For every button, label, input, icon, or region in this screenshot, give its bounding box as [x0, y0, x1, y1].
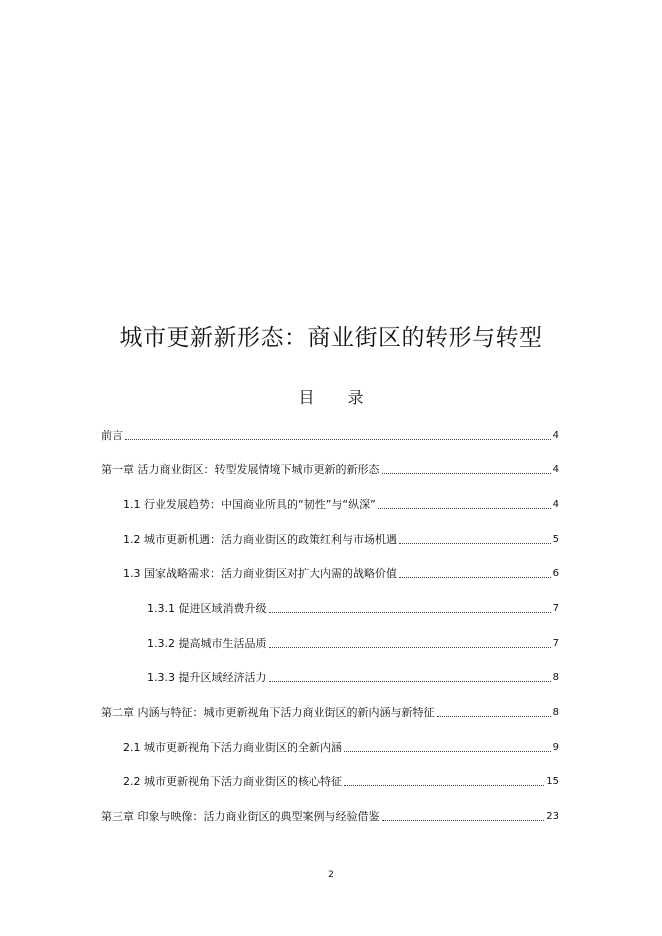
- toc-dot-leader: [437, 715, 551, 717]
- toc-entry-text: 2.2 城市更新视角下活力商业街区的核心特征: [123, 775, 342, 788]
- toc-entry-text: 1.1 行业发展趋势：中国商业所具的“韧性”与“纵深”: [123, 498, 376, 511]
- toc-entry-text: 第一章 活力商业街区：转型发展情境下城市更新的新形态: [101, 463, 380, 476]
- toc-entry-preface[interactable]: [101, 423, 559, 443]
- toc-entry-page: 23: [546, 811, 559, 822]
- toc-entry-section-1-3-3[interactable]: [147, 665, 559, 685]
- toc-dot-leader: [378, 507, 551, 509]
- toc-entry-section-1-3[interactable]: [123, 561, 559, 581]
- toc-dot-leader: [382, 472, 551, 474]
- toc-entry-section-1-2[interactable]: [123, 527, 559, 547]
- toc-entry-page: 7: [552, 603, 559, 614]
- toc-dot-leader: [399, 542, 551, 544]
- page-number: 2: [328, 870, 334, 880]
- toc-dot-leader: [344, 784, 544, 786]
- toc-dot-leader: [269, 611, 551, 613]
- toc-entry-text: 第三章 印象与映像：活力商业街区的典型案例与经验借鉴: [101, 810, 380, 823]
- document-title: 城市更新新形态：商业街区的转形与转型: [119, 325, 543, 351]
- toc-entry-text: 1.3.2 提高城市生活品质: [147, 637, 267, 650]
- toc-heading: 目 录: [298, 388, 378, 407]
- toc-entry-page: 6: [552, 568, 559, 579]
- toc-dot-leader: [382, 819, 545, 821]
- toc-entry-text: 1.2 城市更新机遇：活力商业街区的政策红利与市场机遇: [123, 533, 397, 546]
- toc-dot-leader: [344, 750, 551, 752]
- toc-entry-text: 2.1 城市更新视角下活力商业街区的全新内涵: [123, 741, 342, 754]
- toc-entry-section-1-3-1[interactable]: [147, 596, 559, 616]
- toc-entry-page: 7: [552, 638, 559, 649]
- toc-entry-chapter-1[interactable]: [101, 457, 559, 477]
- toc-entry-chapter-3[interactable]: [101, 804, 559, 824]
- toc-entry-text: 1.3.3 提升区域经济活力: [147, 671, 267, 684]
- toc-entry-text: 1.3 国家战略需求：活力商业街区对扩大内需的战略价值: [123, 567, 397, 580]
- toc-entry-page: 4: [552, 464, 559, 475]
- toc-entry-section-1-1[interactable]: [123, 492, 559, 512]
- toc-dot-leader: [269, 646, 551, 648]
- toc-dot-leader: [269, 680, 551, 682]
- toc-dot-leader: [125, 438, 551, 440]
- toc-entry-section-2-1[interactable]: [123, 735, 559, 755]
- toc-entry-page: 4: [552, 430, 559, 441]
- toc-entry-text: 第二章 内涵与特征：城市更新视角下活力商业街区的新内涵与新特征: [101, 706, 435, 719]
- toc-entry-text: 前言: [101, 429, 123, 442]
- toc-entry-chapter-2[interactable]: [101, 700, 559, 720]
- toc-entry-page: 4: [552, 499, 559, 510]
- toc-entry-section-2-2[interactable]: [123, 769, 559, 789]
- toc-entry-page: 5: [552, 534, 559, 545]
- toc-entry-page: 8: [552, 672, 559, 683]
- toc-dot-leader: [399, 576, 551, 578]
- toc-entry-text: 1.3.1 促进区域消费升级: [147, 602, 267, 615]
- toc-entry-page: 15: [546, 776, 559, 787]
- toc-entry-page: 9: [552, 742, 559, 753]
- toc-entry-section-1-3-2[interactable]: [147, 631, 559, 651]
- toc-entry-page: 8: [552, 707, 559, 718]
